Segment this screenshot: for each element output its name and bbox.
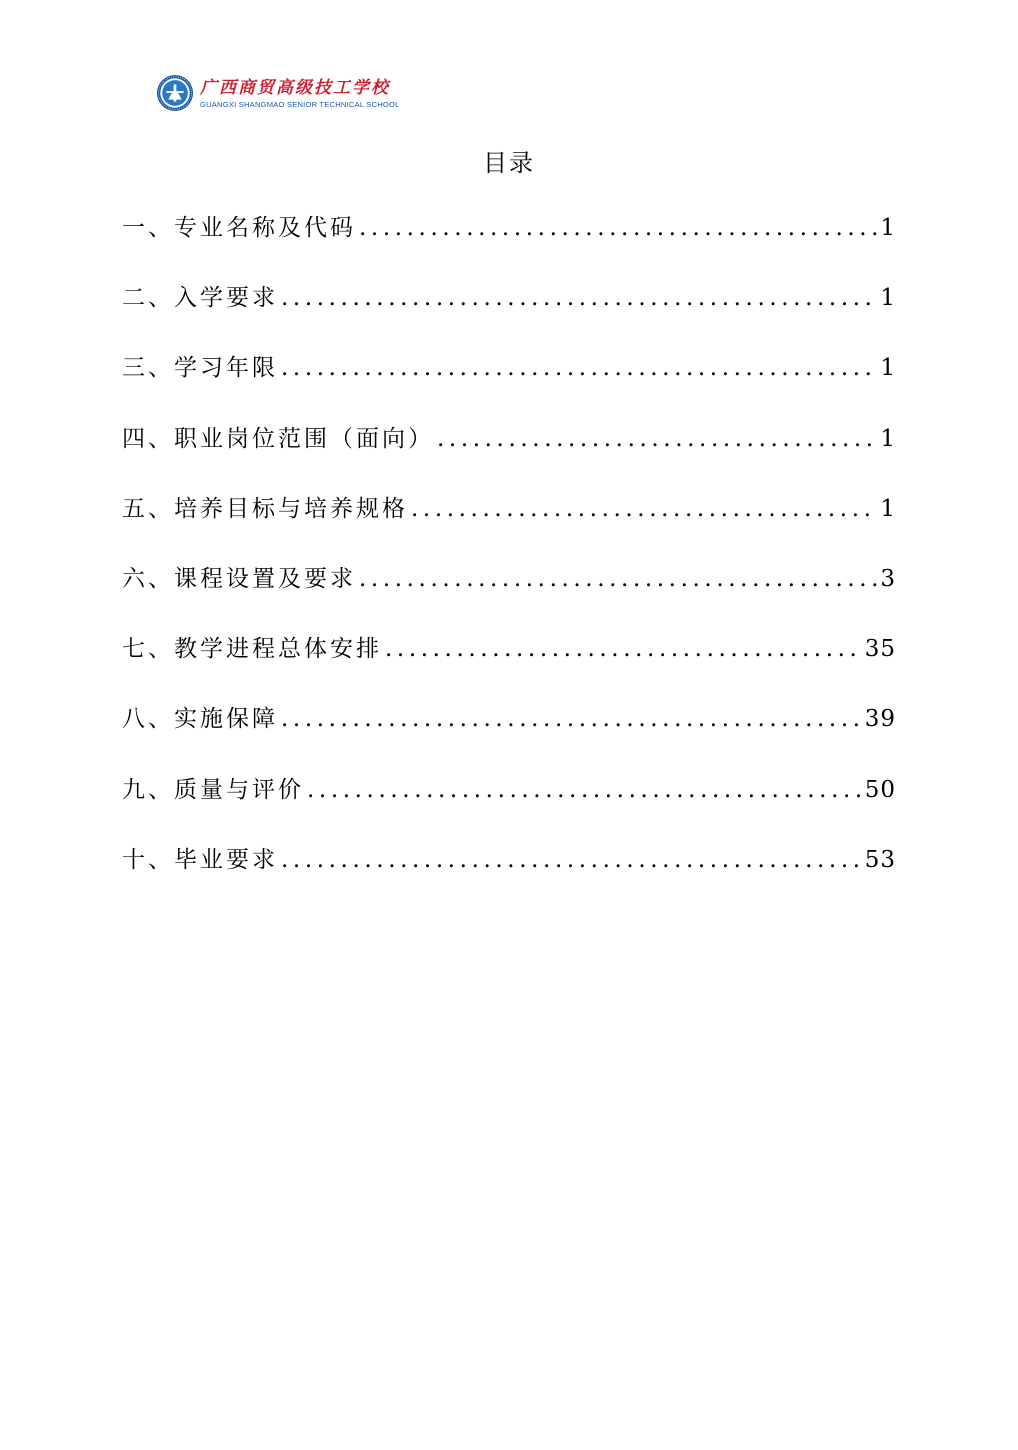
toc-dot-leader: [281, 706, 862, 732]
toc-entry-page: 3: [880, 565, 896, 592]
toc-entry[interactable]: [122, 490, 896, 560]
toc-dot-leader: [359, 215, 877, 241]
toc-entry[interactable]: [122, 560, 896, 630]
toc-entry-page: 1: [880, 215, 896, 241]
toc-entry-label: 一、专业名称及代码: [122, 215, 356, 241]
school-emblem-icon: [156, 74, 194, 112]
toc-dot-leader: [307, 777, 862, 803]
toc-entry-label: 七、教学进程总体安排: [122, 636, 382, 663]
toc-entry[interactable]: [122, 209, 896, 279]
toc-entry[interactable]: [122, 700, 896, 770]
toc-dot-leader: [281, 355, 877, 381]
table-of-contents: [122, 209, 896, 911]
school-name-cn: 广西商贸高级技工学校: [200, 77, 390, 98]
toc-dot-leader: [359, 566, 877, 592]
toc-entry-page: 50: [864, 776, 896, 803]
toc-dot-leader: [437, 426, 877, 452]
school-name-en: GUANGXI SHANGMAO SENIOR TECHNICAL SCHOOL: [200, 99, 400, 109]
toc-dot-leader: [281, 285, 877, 311]
toc-entry[interactable]: [122, 349, 896, 419]
toc-entry-label: 六、课程设置及要求: [122, 565, 356, 592]
toc-entry-page: 1: [880, 425, 896, 452]
toc-entry[interactable]: [122, 841, 896, 911]
toc-entry-page: 1: [880, 285, 896, 312]
toc-dot-leader: [385, 636, 862, 662]
toc-entry-label: 五、培养目标与培养规格: [122, 495, 408, 522]
toc-title: 目录: [483, 149, 535, 177]
toc-entry-label: 二、入学要求: [122, 285, 278, 312]
toc-entry-page: 39: [864, 706, 896, 733]
toc-dot-leader: [411, 496, 877, 522]
toc-entry-label: 九、质量与评价: [122, 776, 304, 803]
toc-dot-leader: [281, 847, 862, 873]
toc-entry-page: 1: [880, 495, 896, 522]
toc-entry[interactable]: [122, 420, 896, 490]
school-logo: [156, 74, 400, 112]
toc-entry[interactable]: [122, 630, 896, 700]
toc-entry-page: 53: [864, 846, 896, 873]
toc-entry-page: 1: [880, 355, 896, 382]
toc-entry-label: 八、实施保障: [122, 706, 278, 733]
toc-entry[interactable]: [122, 771, 896, 841]
toc-entry[interactable]: [122, 279, 896, 349]
toc-entry-label: 三、学习年限: [122, 355, 278, 382]
toc-entry-page: 35: [864, 636, 896, 663]
toc-entry-label: 十、毕业要求: [122, 846, 278, 873]
toc-entry-label: 四、职业岗位范围（面向）: [122, 425, 434, 452]
